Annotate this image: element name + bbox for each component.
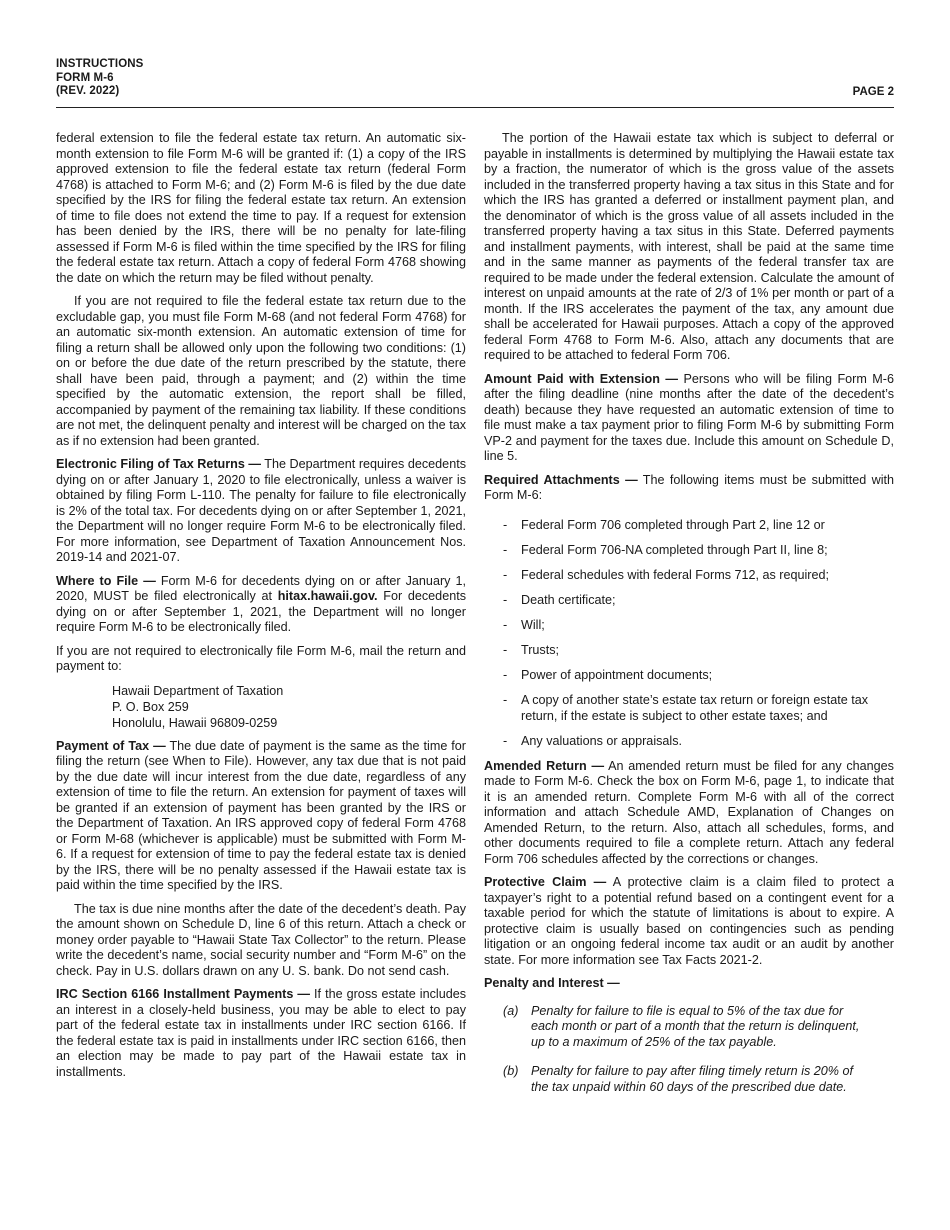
protective-claim-section — [484, 875, 894, 968]
address-line-2: P. O. Box 259 — [112, 699, 189, 714]
penalty-a-text: Penalty for failure to file is equal to 5% of the tax due for each month or part of a month that the return is delinquent, up to a maximum of 25% of the tax payable. — [531, 1003, 860, 1049]
where-to-file-text-2: For decedents dying on or after September 1, 2021, the Department will no longer require Form M-6 to be electronically filed. — [56, 589, 466, 634]
m68-paragraph: If you are not required to file the federal estate tax return due to the excludable gap, you must file Form M-68 (and not federal Form 4768) for an automatic six-month extension. An automatic extension of time for filing a return shall be allowed only upon the following two conditions: (1) on or before the due date of the return prescribed by the statute, there shall have been paid, through a payment; and (2) within the time specified by the automatic extension, the report shall be filled, accompanied by payment of the remaining tax liability. If these conditions are not met, the delinquent penalty and interest will be charged on the tax as if no extension had been granted. — [56, 294, 466, 448]
amended-return-section — [484, 759, 894, 868]
electronic-filing-heading: Electronic Filing of Tax Returns — — [56, 457, 261, 471]
header-rev: (REV. 2022) — [56, 85, 120, 97]
irc-6166-heading: IRC Section 6166 Installment Payments — — [56, 987, 310, 1001]
where-to-file-section — [56, 574, 466, 636]
amount-paid-text: Persons who will be filing Form M-6 after the filing deadline (nine months after the date of the decedent’s death) because they have requested an automatic extension of time to file must make a tax payment prior to filing Form M-6 by submitting Form VP-2 and payment for the taxes due. Include this amount on Schedule D, line 5. — [484, 371, 894, 463]
irc-6166-section — [56, 987, 466, 1080]
penalty-list — [484, 1004, 894, 1096]
payment-of-tax-text: The due date of payment is the same as the time for filing the return (see When to File). However, any tax due that is not paid by the due date will incur interest from the due date, regardless of any extension of time to file the return. An extension for payment of taxes will be granted if an extension of payment has been granted by the IRS or the Department of Taxation. An IRS approved copy of federal Form 4768 or Form M-68 (whichever is applicable) must be submitted with Form M-6. If a request for extension of time to pay the federal estate tax is denied by the IRS, there will be no penalty assessed if the Hawaii estate tax is paid within the time specified by the IRS. — [56, 738, 466, 892]
protective-claim-heading: Protective Claim — — [484, 875, 607, 890]
header-instructions: INSTRUCTIONS — [56, 58, 144, 70]
header-divider — [56, 107, 894, 108]
right-column — [484, 131, 894, 1109]
amount-paid-section — [484, 372, 894, 465]
attachments-list — [484, 518, 894, 750]
page-header — [56, 58, 894, 99]
list-item: - Federal Form 706 completed through Part 2, line 12 or — [484, 518, 894, 534]
extension-paragraph: federal extension to file the federal estate tax return. An automatic six-month extension to file Form M-6 will be granted if: (1) a copy of the IRS approved extension to file the federal estate tax return (federal Form 4768) is attached to Form M-6; and (2) Form M-6 is filed by the due date specified by the IRS for filing the federal estate tax return. An extension of time to file does not extend the time to pay. If a request for extension has been denied by the IRS, there will be no penalty for late-filing assessed if Form M-6 is filed within the time specified by the IRS for filing the federal estate tax return. Attach a copy of federal Form 4768 showing the date on which the return may be filed without penalty. — [56, 131, 466, 285]
protective-claim-text: A protective claim is a claim filed to protect a taxpayer’s right to a potential refund based on a contingent event for a taxable period for which the statute of limitations is about to expire. A protective claim is usually based on contingencies such as pending litigation or an ongoing federal income tax audit or an audit by another state. For more information see Tax Facts 2021-2. — [484, 875, 894, 967]
list-item: - Any valuations or appraisals. — [484, 734, 894, 750]
address-line-3: Honolulu, Hawaii 96809-0259 — [112, 715, 278, 730]
list-item: - A copy of another state’s estate tax return or foreign estate tax return, if the estate is subject to other estate taxes; and — [484, 693, 894, 724]
form-identifier — [56, 58, 894, 99]
tax-due-paragraph: The tax is due nine months after the date of the decedent’s death. Pay the amount shown on Schedule D, line 6 of this return. Attach a check or money order payable to “Hawaii State Tax Collector” to the return. Please write the decedent’s name, social security number and “Form M-6” on the check. Pay in U.S. dollars drawn on any U. S. bank. Do not send cash. — [56, 901, 466, 978]
header-form: FORM M-6 — [56, 71, 114, 84]
payment-of-tax-heading: Payment of Tax — — [56, 738, 166, 753]
payment-of-tax-section — [56, 739, 466, 894]
mailing-address — [112, 683, 466, 731]
amended-return-heading: Amended Return — — [484, 758, 605, 773]
penalty-b-text: Penalty for failure to pay after filing timely return is 20% of the tax unpaid within 60 days of the prescribed due date. — [531, 1064, 853, 1094]
left-column — [56, 131, 466, 1088]
deferral-paragraph: The portion of the Hawaii estate tax which is subject to deferral or payable in installments is determined by multiplying the Hawaii estate tax by a fraction, the numerator of which is the gross value of the assets included in the transferred property having a tax situs in this State and for which the IRS has granted a deferred or installment payment plan, and the denominator of which is the gross value of all assets included in the transferred property having a tax situs in this State. Deferred payments and installment payments, with interest, shall be paid at the same time and in the same manner as payments of the federal transfer tax are required to be made under the federal extension. Calculate the amount of interest on unpaid amounts at the rate of 2/3 of 1% per month or part of a month. If the IRS accelerates the payment of the tax, any amount due shall be accelerated for Hawaii purposes. Attach a copy of the approved federal Form 4768 to Form M-6. Also, attach any documents that are required to be attached to federal Form 706. — [484, 131, 894, 362]
list-item: - Will; — [484, 618, 894, 634]
penalty-a-label: (a) — [503, 1003, 519, 1018]
list-item: - Death certificate; — [484, 593, 894, 609]
amount-paid-heading: Amount Paid with Extension — — [484, 371, 678, 386]
list-item: - Federal Form 706-NA completed through Part II, line 8; — [484, 543, 894, 559]
irc-6166-text: If the gross estate includes an interest in a closely-held business, you may be able to elect to pay part of the federal estate tax in installments under IRC section 6166. If the federal estate tax is paid in installments under IRC section 6166, then an election may be made to pay part of the Hawaii estate tax in installments. — [56, 987, 467, 1079]
address-line-1: Hawaii Department of Taxation — [112, 683, 284, 698]
amended-return-text: An amended return must be filed for any changes made to Form M-6. Check the box on Form M-6, page 1, to indicate that it is an amended return. Complete Form M-6 with all of the correct information and attach Schedule AMD, Explanation of Changes on Amended Return, to the return. Also, attach all schedules, forms, and other documents required to file a complete return. Attach any federal Form 706 schedules affected by the corrections or changes. — [484, 758, 894, 866]
penalty-heading: Penalty and Interest — — [484, 976, 620, 991]
required-attachments-text: The following items must be submitted with Form M-6: — [484, 472, 894, 502]
required-attachments-heading: Required Attachments — — [484, 472, 638, 487]
hitax-link[interactable]: hitax.hawaii.gov. — [277, 589, 378, 603]
mail-intro: If you are not required to electronically file Form M-6, mail the return and payment to: — [56, 643, 466, 673]
penalty-item-a — [484, 1004, 894, 1051]
required-attachments-section — [484, 473, 894, 504]
list-item: - Trusts; — [484, 643, 894, 659]
list-item: - Power of appointment documents; — [484, 668, 894, 684]
penalty-item-b — [484, 1064, 894, 1095]
penalty-heading-line — [484, 976, 894, 992]
electronic-filing-section — [56, 457, 466, 566]
where-to-file-text: Form M-6 for decedents dying on or after January 1, 2020, MUST be filed electronically at — [56, 573, 466, 603]
penalty-b-label: (b) — [503, 1064, 519, 1079]
page-number: PAGE 2 — [852, 86, 894, 98]
electronic-filing-text: The Department requires decedents dying on or after January 1, 2020 to file electronically, unless a waiver is obtained by filing Form L-110. The penalty for failure to file electronically is 2% of the total tax. For decedents dying on or after September 1, 2021, the Department will no longer require Form M-6 to be electronically filed. For more information, see Department of Taxation Announcement Nos. 2019-14 and 2021-07. — [56, 457, 466, 564]
list-item: - Federal schedules with federal Forms 712, as required; — [484, 568, 894, 584]
where-to-file-heading: Where to File — — [56, 573, 156, 588]
